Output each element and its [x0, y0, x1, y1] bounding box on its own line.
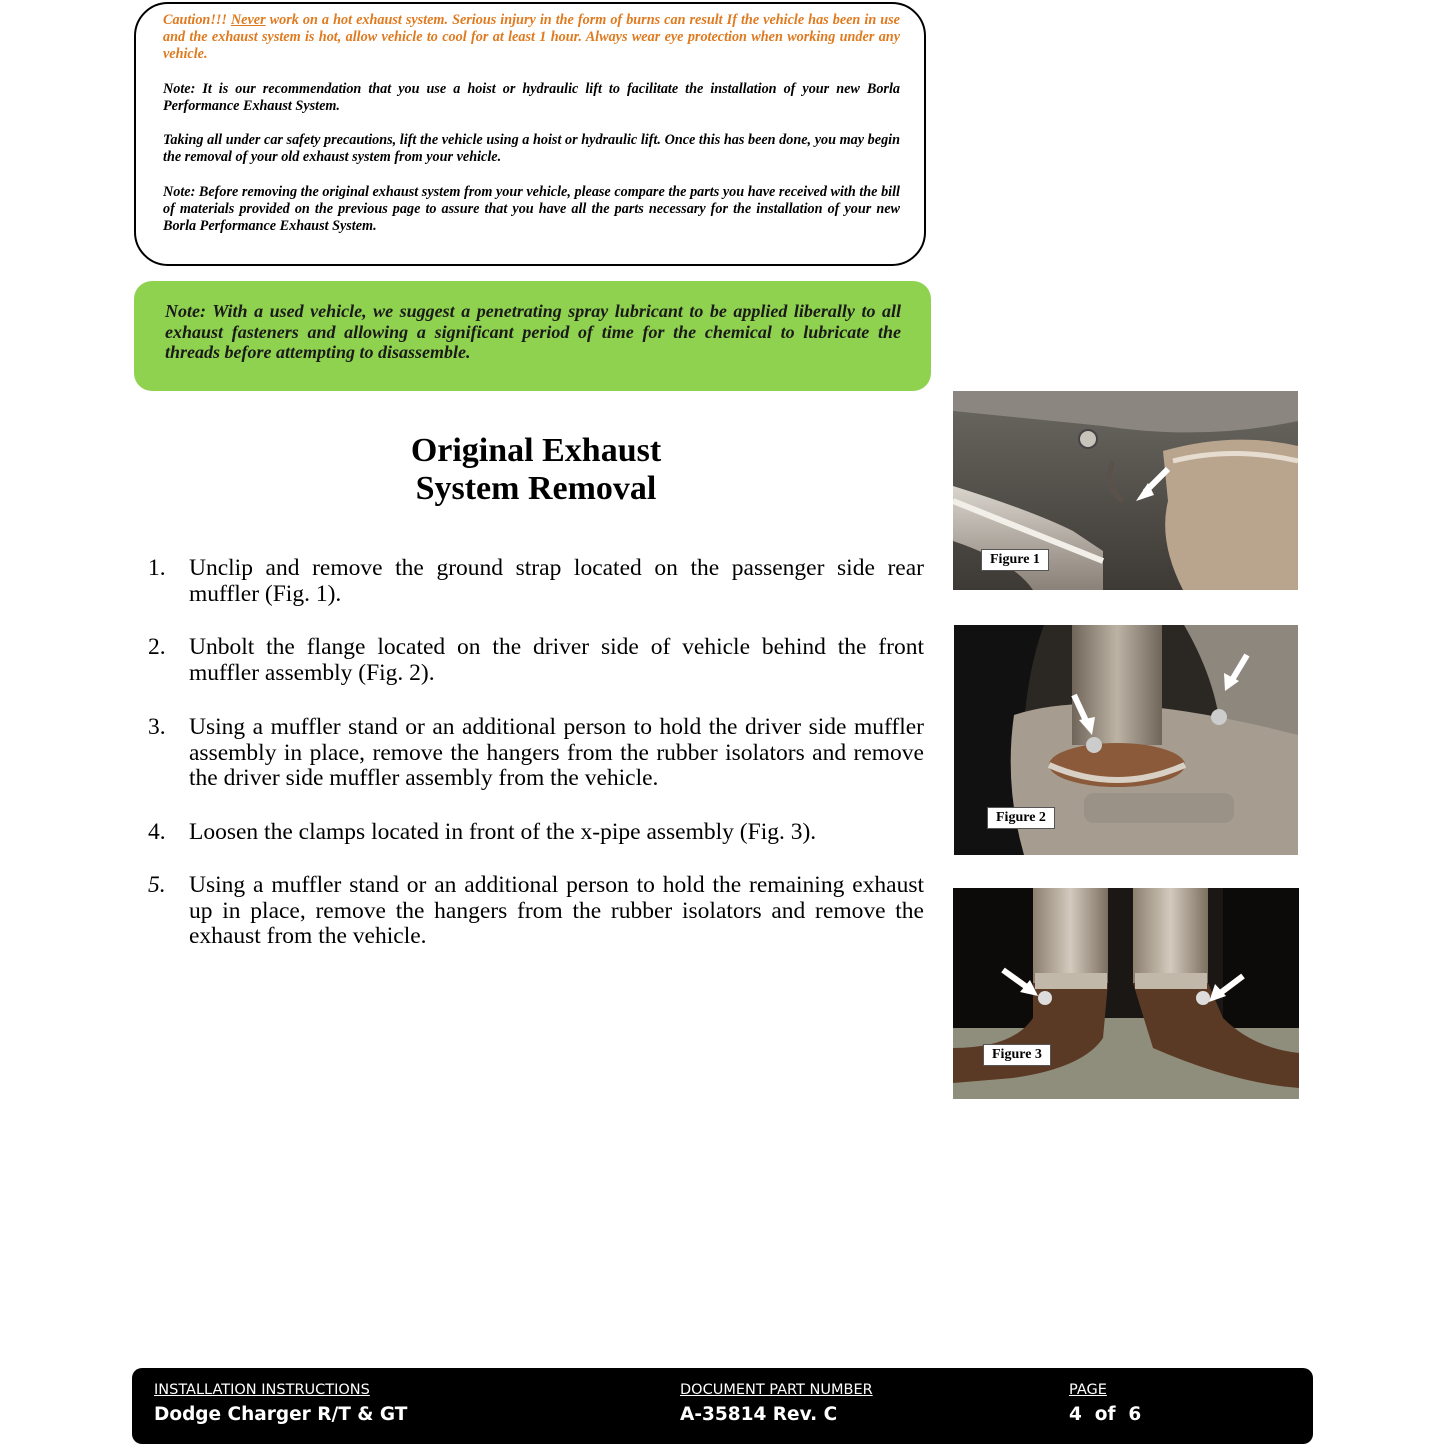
bill-of-materials-note: Note: Before removing the original exhaust system from your vehicle, please compare the parts you have received with the bill of materials provided on the previous page to assure that you have all the parts necessary for the installation of your new Borla Performance Exhaust System. [163, 184, 900, 234]
figure-2-photo [954, 625, 1298, 855]
footer-instructions-label: INSTALLATION INSTRUCTIONS [154, 1382, 370, 1398]
step-number: 1. [148, 555, 166, 581]
caution-prefix: Caution!!! [163, 12, 231, 28]
figure-1-photo [953, 391, 1298, 590]
step-text: Using a muffler stand or an additional person to hold the remaining exhaust up in place, remove the hangers from the rubber isolators and remove the exhaust from the vehicle. [189, 872, 924, 949]
footer-part-number: A-35814 Rev. C [680, 1404, 838, 1425]
heading-line-1: Original Exhaust [410, 432, 662, 469]
footer-page-label: PAGE [1069, 1382, 1107, 1398]
caution-text: work on a hot exhaust system. Serious injury in the form of burns can result If the vehicle has been in use and the exhaust system is hot, allow vehicle to cool for at least 1 hour. Always wear eye protection when working under any vehicle. [163, 12, 900, 62]
step-text: Unclip and remove the ground strap located on the passenger side rear muffler (Fig. 1). [189, 555, 924, 607]
step-number: 5. [148, 872, 166, 898]
section-heading [336, 432, 736, 508]
lubricant-note: Note: With a used vehicle, we suggest a penetrating spray lubricant to be applied liberally to all exhaust fasteners and allowing a significant period of time for the chemical to lubricate the threads before attempting to disassemble. [165, 301, 901, 362]
step-text: Loosen the clamps located in front of the x-pipe assembly (Fig. 3). [189, 819, 817, 845]
figure-1-label: Figure 1 [981, 549, 1049, 571]
document-footer [132, 1368, 1313, 1444]
hoist-note: Note: It is our recommendation that you use a hoist or hydraulic lift to facilitate the installation of your new Borla Performance Exhaust System. [163, 81, 900, 114]
step-number: 3. [148, 714, 166, 740]
footer-page-number: 4 of 6 [1069, 1404, 1142, 1425]
step-number: 2. [148, 634, 166, 660]
step-text: Using a muffler stand or an additional person to hold the driver side muffler assembly in place, remove the hangers from the rubber isolators and remove the driver side muffler assembly from the vehicle. [189, 714, 924, 791]
caution-never: Never [230, 12, 266, 28]
caution-paragraph [163, 12, 900, 63]
figure-2-label: Figure 2 [987, 807, 1055, 829]
step-number: 4. [148, 819, 166, 845]
safety-paragraph: Taking all under car safety precautions, lift the vehicle using a hoist or hydraulic lift. Once this has been done, you may begin the removal of your old exhaust system from your vehicle. [163, 132, 900, 165]
figure-3-photo [953, 888, 1299, 1099]
heading-line-2: System Removal [415, 470, 657, 507]
step-text: Unbolt the flange located on the driver side of vehicle behind the front muffler assembly (Fig. 2). [189, 634, 924, 686]
figure-3-label: Figure 3 [983, 1044, 1051, 1066]
footer-vehicle: Dodge Charger R/T & GT [154, 1404, 408, 1425]
footer-part-number-label: DOCUMENT PART NUMBER [680, 1382, 873, 1398]
